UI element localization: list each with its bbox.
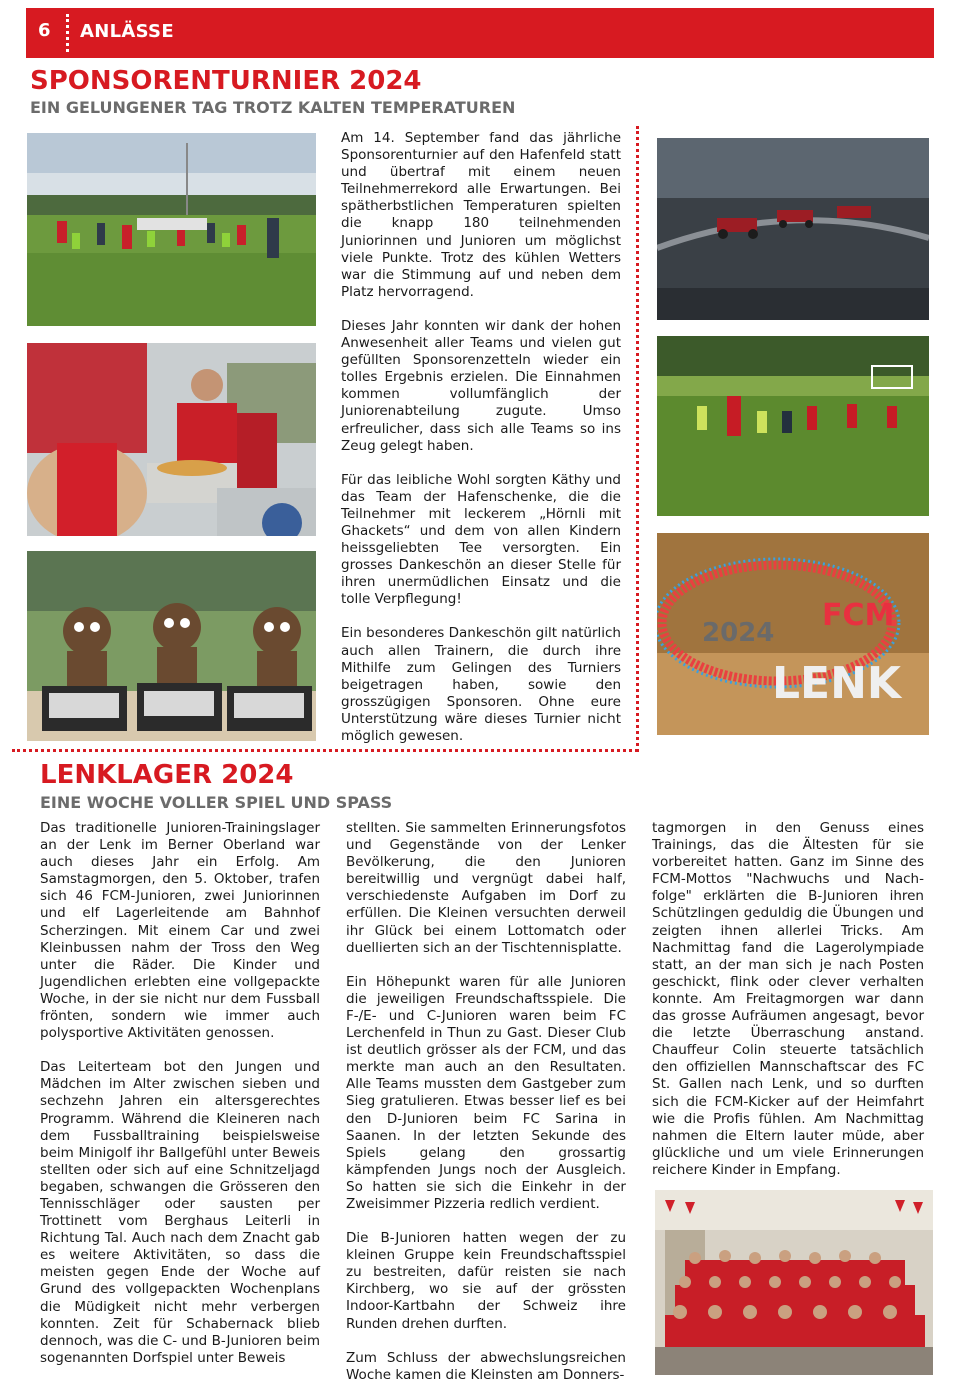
header-divider xyxy=(66,14,69,52)
article2-subtitle: EINE WOCHE VOLLER SPIEL UND SPASS xyxy=(40,793,393,812)
domino-year-text: 2024 xyxy=(702,618,775,648)
photo-kart-track xyxy=(657,138,929,320)
article1-body xyxy=(341,130,621,745)
article1-paragraph: Am 14. September fand das jährliche Sponsorenturnier auf den Hafenfeld statt und übertraf mit einem neuen Teilnehmerrekord alle Erwartungen. Bei spätherbstlichen Temperaturen spielten die knapp 180 teilnehmenden Juniorinnen und Junioren um möglichst viele Punkte. Trotz des kühlen Wetters war die Stimmung auf und neben dem Platz hervorragend. xyxy=(341,130,621,300)
photo-trophies xyxy=(27,551,316,741)
article2-paragraph: Das traditionelle Junioren-Trainingslager an der Lenk im Berner Oberland war auch dieses Jahr ein Erfolg. Am Samstagmorgen, den 5. Oktober, trafen sich 46 FCM-Junioren, zwei Juniorinnen und elf Lagerleitende am Bahnhof Scherzingen. Mit einem Car und zwei Kleinbussen nahm der Tross den Weg unter die Räder. Die Kinder und Jugendlichen erlebten eine vollgepackte Woche, in der sie nicht nur dem Fussball frönten, sondern wie immer auch polysportive Aktivitäten genossen. xyxy=(40,820,320,1042)
article1-title: SPONSORENTURNIER 2024 xyxy=(30,66,422,96)
domino-fcm-text: FCM xyxy=(822,598,895,633)
article2-column-2 xyxy=(346,820,626,1384)
dotted-divider-horizontal xyxy=(12,749,638,752)
photo-domino-lenk xyxy=(657,533,929,735)
header-bar xyxy=(26,8,934,58)
domino-lenk-text: LENK xyxy=(772,658,902,709)
photo-group-lenk xyxy=(655,1190,933,1375)
section-label: ANLÄSSE xyxy=(80,21,174,42)
article2-paragraph: stellten. Sie sammelten Erinnerungsfotos und Gegenstände von der Lenker Bevölkerung, die den Junioren bereitwillig und vergnügt dabei half, verschiedenste Aufgaben im Dorf zu erfüllen. Die Kleinen versuchten derweil ihr Glück bei einem Lottomatch oder duellierten sich an der Tischtennisplatte. xyxy=(346,820,626,956)
article1-paragraph: Für das leibliche Wohl sorgten Käthy und das Team der Hafenschenke, die die Teilnehmer mit leckerem „Hörnli mit Ghackets“ und dem von allen Kindern heissgeliebten Tee versorgten. Ein grosses Dankeschön an dieser Stelle für ihren unermüdlichen Einsatz und die tolle Verpflegung! xyxy=(341,471,621,608)
article2-paragraph: Ein Höhepunkt waren für alle Junioren die jeweiligen Freundschaftsspiele. Die F-/E- und C-Junioren waren beim FC Lerchenfeld in Thun zu Gast. Dieser Club ist deutlich grösser als der FCM, und das merkte man auch an den Resultaten. Alle Teams mussten dem Gastgeber zum Sieg gratulieren. Etwas besser lief es bei den D-Junioren beim FC Sarina in Saanen. In der letzten Sekunde des Spiels gelang den grossartig kämpfenden Jungs noch der Ausgleich. So hatten sie sich die Einkehr in der Zweisimmer Pizzeria redlich verdient. xyxy=(346,973,626,1212)
photo-tournament-field xyxy=(27,133,316,326)
article1-paragraph: Ein besonderes Dankeschön gilt natürlich auch allen Trainern, die durch ihre Mithilfe zum Gelingen des Turniers beigetragen haben, sowie den grosszügigen Sponsoren. Ohne eure Unterstützung wäre dieses Turnier nicht möglich gewesen. xyxy=(341,625,621,744)
dotted-divider-vertical xyxy=(636,126,639,752)
article2-paragraph: tagmorgen in den Genuss eines Trainings, das die Ältesten für sie vorbereitet hatten. Ganz im Sinne des FCM-Mottos "Nachwuchs und Nach-folge" erklärten die B-Junioren ihren Schützlingen geduldig die Übungen und zeigten ihnen allerlei Tricks. Am Nachmittag fand die Lagerolympiade statt, an der man sich je nach Posten geschickt, flink oder clever verhalten konnte. Am Freitagmorgen war dann das grosse Aufräumen angesagt, bevor die letzte Überraschung anstand. Chauffeur Colin steuerte tatsächlich den offiziellen Mannschaftscar des FC St. Gallen nach Lenk, und so durften sich die FCM-Kicker auf der Heimfahrt wie die Profis fühlen. Am Nachmittag nahmen die Eltern lauter müde, aber glückliche und um viele Erinnerungen reichere Kinder in Empfang. xyxy=(652,820,924,1178)
page-number: 6 xyxy=(38,20,51,41)
article2-column-3 xyxy=(652,820,924,1179)
photo-food-serving xyxy=(27,343,316,536)
article2-paragraph: Das Leiterteam bot den Jungen und Mädchen im Alter zwischen sieben und sechzehn Jahren ein altersgerechtes Programm. Während die Kleineren nach dem Fussballtraining beispielsweise beim Minigolf ihr Ballgefühl unter Beweis stellten oder sich auf eine Schnitzeljagd begaben, schwangen die Grösseren den Tennisschläger oder sausten per Trottinett vom Berghaus Leiterli in Richtung Tal. Auch nach dem Znacht gab es weitere Aktivitäten, so dass die meisten gegen Ende der Woche auf Grund des vollgepackten Wochenplans die Müdigkeit nicht mehr verbergen konnten. Zeit für Schabernack blieb dennoch, was die C- und B-Junioren beim sogenannten Dorfspiel unter Beweis xyxy=(40,1059,320,1366)
article2-paragraph: Die B-Junioren hatten wegen der zu kleinen Gruppe kein Freundschaftsspiel zu bestreiten, dafür reisten sie nach Kirchberg, wo sie auf der grössten Indoor-Kartbahn der Schweiz ihre Runden drehen durften. xyxy=(346,1230,626,1332)
photo-football-training xyxy=(657,336,929,516)
article1-subtitle: EIN GELUNGENER TAG TROTZ KALTEN TEMPERATUREN xyxy=(30,98,516,117)
article2-title: LENKLAGER 2024 xyxy=(40,760,294,790)
article2-paragraph: Zum Schluss der abwechslungsreichen Woche kamen die Kleinsten am Donners- xyxy=(346,1349,626,1383)
article2-column-1 xyxy=(40,820,320,1367)
article1-paragraph: Dieses Jahr konnten wir dank der hohen Anwesenheit aller Teams und vielen gut gefüllten Sponsorenzetteln wieder ein tolles Ergebnis erzielen. Die Einnahmen kommen vollumfänglich der Juniorenabteilung zugute. Umso erfreulicher, dass sich alle Teams so ins Zeug gelegt haben. xyxy=(341,317,621,454)
